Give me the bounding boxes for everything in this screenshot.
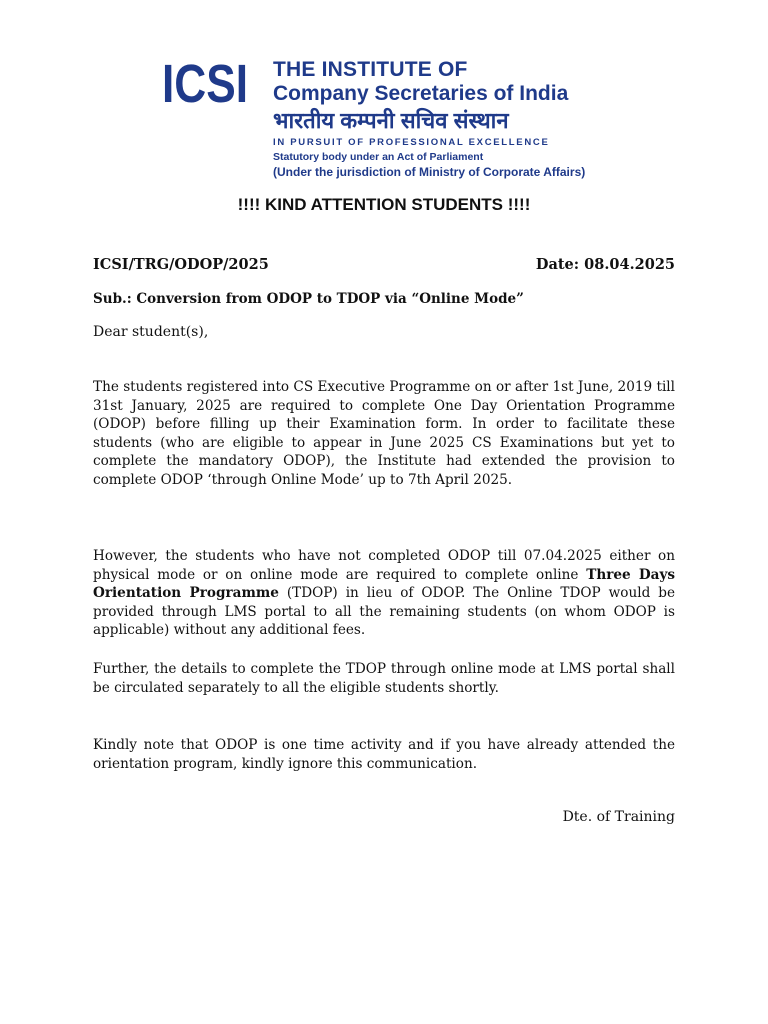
statutory-line: Statutory body under an Act of Parliament [273, 151, 484, 163]
letterhead-text [273, 58, 623, 180]
letterhead [160, 52, 620, 187]
attention-heading: !!!! KIND ATTENTION STUDENTS !!!! [237, 195, 531, 214]
paragraph-2-text-b: (TDOP) in lieu of ODOP. The Online TDOP would be provided through LMS portal to all the remaining students (on whom ODOP is applicable) without any additional fees. [93, 585, 675, 638]
institute-title-line1: THE INSTITUTE OF [273, 58, 468, 81]
institute-hindi-name: भारतीय कम्पनी सचिव संस्थान [273, 108, 509, 133]
paragraph-2-text-a: However, the students who have not completed ODOP till 07.04.2025 either on physical mode or on online mode are required to complete online [93, 548, 675, 583]
paragraph-3: Further, the details to complete the TDOP through online mode at LMS portal shall be circulated separately to all the eligible students shortly. [93, 661, 675, 696]
paragraph-2 [93, 547, 675, 640]
institute-title-line2: Company Secretaries of India [273, 82, 569, 105]
salutation: Dear student(s), [93, 324, 209, 340]
svg-text:ICSI: ICSI [162, 54, 248, 114]
jurisdiction-line: (Under the jurisdiction of Ministry of Corporate Affairs) [273, 165, 586, 179]
institute-motto: IN PURSUIT OF PROFESSIONAL EXCELLENCE [273, 137, 550, 148]
icsi-logo [160, 54, 250, 114]
paragraph-2-bold: Three Days Orientation Programme [93, 566, 675, 601]
reference-number: ICSI/TRG/ODOP/2025 [93, 256, 269, 273]
subject-line: Sub.: Conversion from ODOP to TDOP via “Online Mode” [93, 291, 524, 307]
notice-date: Date: 08.04.2025 [535, 256, 675, 273]
paragraph-4: Kindly note that ODOP is one time activity and if you have already attended the orientation program, kindly ignore this communication. [93, 737, 675, 772]
paragraph-1: The students registered into CS Executive Programme on or after 1st June, 2019 till 31st January, 2025 are required to complete One Day Orientation Programme (ODOP) before filling up their Examination form. In order to facilitate these students (who are eligible to appear in June 2025 CS Examinations but yet to complete the mandatory ODOP), the Institute had extended the provision to complete ODOP ‘through Online Mode’ up to 7th April 2025. [93, 379, 675, 488]
signoff: Dte. of Training [562, 809, 675, 825]
